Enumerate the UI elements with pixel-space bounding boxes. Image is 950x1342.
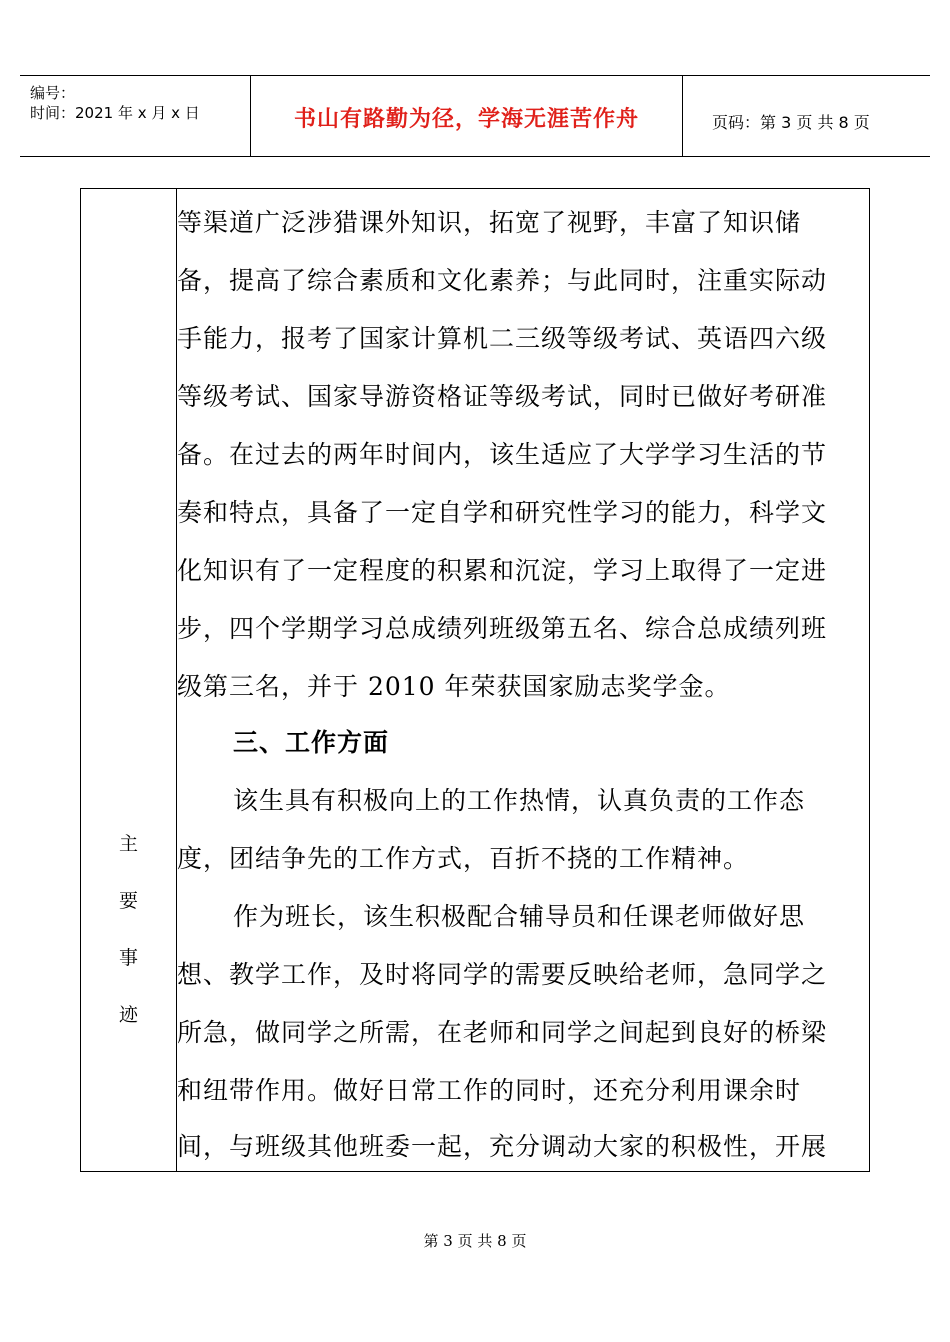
header-page-cell (683, 76, 930, 156)
header-motto-cell (251, 76, 683, 156)
side-label-char: 主 (118, 833, 138, 855)
text-line: 化知识有了一定程度的积累和沉淀，学习上取得了一定进 (177, 556, 828, 585)
motto-text: 书山有路勤为径，学海无涯苦作舟 (293, 107, 639, 132)
text-line: 步，四个学期学习总成绩列班级第五名、综合总成绩列班 (177, 614, 828, 643)
text-line: 该生具有积极向上的工作热情，认真负责的工作态 (233, 786, 806, 815)
text-line: 和纽带作用。做好日常工作的同时，还充分利用课余时 (177, 1076, 802, 1105)
text-line: 间，与班级其他班委一起，充分调动大家的积极性，开展 (177, 1132, 828, 1161)
side-label-char: 事 (118, 947, 138, 969)
code-label: 编号： (30, 84, 76, 102)
side-label-char: 要 (118, 890, 138, 912)
text-line: 奏和特点，具备了一定自学和研究性学习的能力，科学文 (177, 498, 828, 527)
page-header (20, 75, 930, 157)
text-line: 手能力，报考了国家计算机二三级等级考试、英语四六级 (177, 324, 828, 353)
text-line: 级第三名，并于 2010 年荣获国家励志奖学金。 (177, 672, 731, 701)
text-line: 所急，做同学之所需，在老师和同学之间起到良好的桥梁 (177, 1018, 828, 1047)
side-label-column (81, 189, 177, 1171)
text-line: 备。在过去的两年时间内，该生适应了大学学习生活的节 (177, 440, 828, 469)
deeds-table (80, 188, 870, 1172)
text-line: 度，团结争先的工作方式，百折不挠的工作精神。 (177, 844, 750, 873)
page-number-label: 页码：第 3 页 共 8 页 (712, 113, 870, 132)
text-line: 想、教学工作，及时将同学的需要反映给老师，急同学之 (177, 960, 828, 989)
section-heading: 三、工作方面 (233, 728, 390, 757)
side-label-char: 迹 (118, 1004, 138, 1026)
text-line: 作为班长，该生积极配合辅导员和任课老师做好思 (233, 902, 806, 931)
time-label: 时间：2021 年 x 月 x 日 (30, 104, 200, 122)
page-footer: 第 3 页 共 8 页 (423, 1232, 527, 1250)
header-meta-cell (20, 76, 251, 156)
text-line: 等级考试、国家导游资格证等级考试，同时已做好考研准 (177, 382, 828, 411)
text-line: 等渠道广泛涉猎课外知识，拓宽了视野，丰富了知识储 (177, 208, 802, 237)
text-line: 备，提高了综合素质和文化素养；与此同时，注重实际动 (177, 266, 828, 295)
